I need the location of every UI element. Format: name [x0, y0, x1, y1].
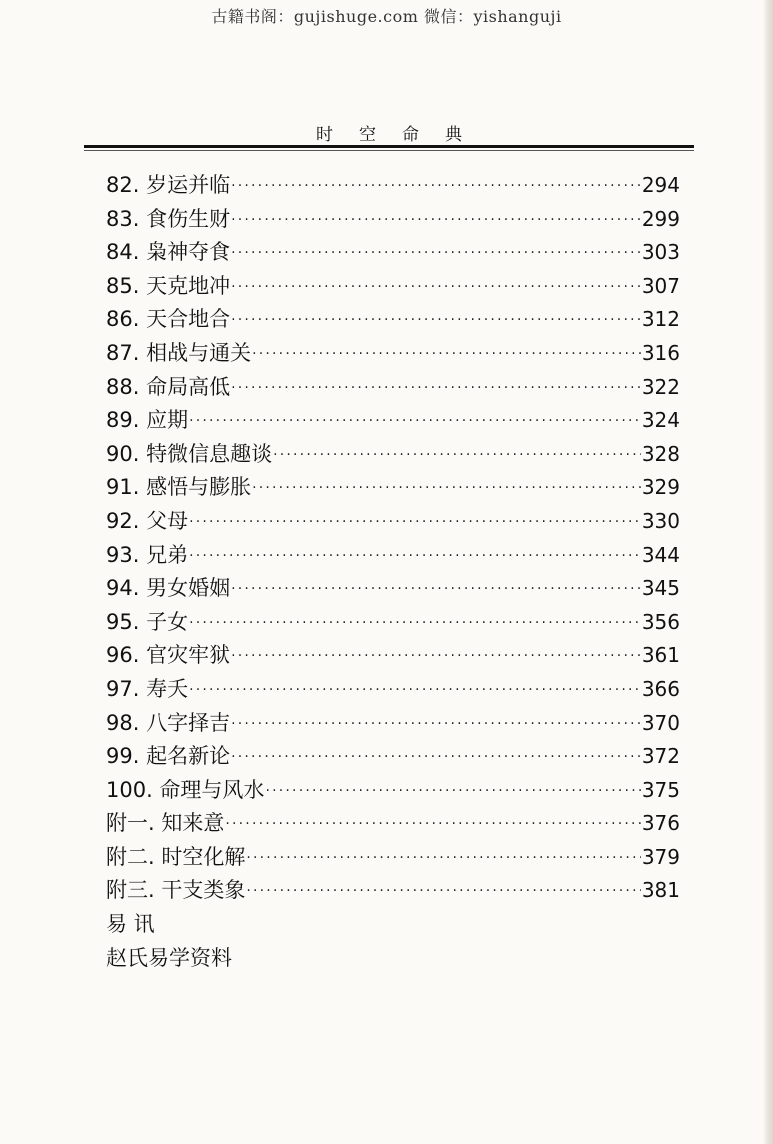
toc-dot-leader — [189, 506, 641, 540]
toc-entry-title: 86. 天合地合 — [106, 307, 231, 332]
toc-entry — [106, 874, 680, 908]
toc-entry — [106, 169, 680, 203]
toc-entry — [106, 639, 680, 673]
toc-entry-title: 92. 父母 — [106, 508, 189, 533]
toc-entry-title: 91. 感悟与膨胀 — [106, 475, 252, 500]
toc-entry-page: 330 — [641, 508, 680, 533]
running-head: 时空命典 — [316, 125, 488, 145]
toc-entry — [106, 740, 680, 774]
toc-entry-title: 100. 命理与风水 — [106, 777, 265, 802]
toc-dot-leader — [231, 741, 641, 775]
toc-dot-leader — [189, 405, 641, 439]
toc-entry-page: 370 — [641, 710, 680, 735]
toc-plain-entry: 易 讯 — [106, 912, 155, 937]
toc-entry-page: 329 — [641, 475, 680, 500]
toc-dot-leader — [252, 472, 641, 506]
toc-entry-title: 附三. 干支类象 — [106, 878, 246, 903]
toc-entry — [106, 673, 680, 707]
toc-entry — [106, 774, 680, 808]
toc-entry — [106, 303, 680, 337]
toc-entry-title: 附一. 知来意 — [106, 811, 225, 836]
toc-entry-page: 316 — [641, 340, 680, 365]
toc-entry-page: 376 — [641, 811, 680, 836]
toc-dot-leader — [189, 674, 641, 708]
toc-entry — [106, 807, 680, 841]
toc-dot-leader — [231, 304, 641, 338]
toc-entry-title: 95. 子女 — [106, 609, 189, 634]
toc-dot-leader — [231, 237, 641, 271]
toc-entry-page: 303 — [641, 240, 680, 265]
toc-entry-title: 84. 枭神夺食 — [106, 240, 231, 265]
toc-entry-title: 83. 食伤生财 — [106, 206, 231, 231]
site-watermark: 古籍书阁：gujishuge.com 微信：yishanguji — [211, 7, 562, 26]
header-rule-thin — [84, 150, 694, 151]
toc-entry-title: 附二. 时空化解 — [106, 844, 246, 869]
toc-entry-page: 366 — [641, 676, 680, 701]
toc-entry-page: 324 — [641, 408, 680, 433]
toc-entry — [106, 371, 680, 405]
toc-entry — [106, 337, 680, 371]
toc-entry-page: 381 — [641, 878, 680, 903]
toc-dot-leader — [231, 372, 641, 406]
toc-dot-leader — [231, 170, 641, 204]
toc-entry-page: 372 — [641, 744, 680, 769]
toc-entry — [106, 236, 680, 270]
toc-dot-leader — [265, 775, 640, 809]
toc-entry-page: 312 — [641, 307, 680, 332]
toc-dot-leader — [246, 842, 640, 876]
toc-entry-title: 90. 特微信息趣谈 — [106, 441, 273, 466]
toc-entry-page: 375 — [641, 777, 680, 802]
toc-entry-title: 88. 命局高低 — [106, 374, 231, 399]
toc-entry — [106, 505, 680, 539]
toc-entry-page: 379 — [641, 844, 680, 869]
table-of-contents — [106, 169, 680, 975]
toc-entry-title: 94. 男女婚姻 — [106, 576, 231, 601]
toc-dot-leader — [189, 540, 641, 574]
toc-entry — [106, 471, 680, 505]
toc-entry — [106, 404, 680, 438]
toc-plain-entries — [106, 908, 680, 975]
toc-entry — [106, 270, 680, 304]
toc-entry-title: 85. 天克地冲 — [106, 273, 231, 298]
toc-dot-leader — [231, 708, 641, 742]
toc-dot-leader — [231, 204, 641, 238]
toc-entry-page: 344 — [641, 542, 680, 567]
toc-dot-leader — [231, 640, 641, 674]
toc-entry-page: 356 — [641, 609, 680, 634]
toc-entry — [106, 707, 680, 741]
toc-entry — [106, 606, 680, 640]
toc-dot-leader — [246, 875, 640, 909]
toc-entry-title: 98. 八字择吉 — [106, 710, 231, 735]
toc-dot-leader — [273, 439, 641, 473]
toc-entry-page: 322 — [641, 374, 680, 399]
toc-entry-title: 96. 官灾牢狱 — [106, 643, 231, 668]
toc-entry — [106, 841, 680, 875]
toc-dot-leader — [225, 808, 640, 842]
toc-entry-page: 345 — [641, 576, 680, 601]
toc-entry — [106, 572, 680, 606]
toc-dot-leader — [252, 338, 641, 372]
toc-entry-page: 294 — [641, 173, 680, 197]
toc-entries — [106, 169, 680, 908]
toc-entry-title: 82. 岁运并临 — [106, 173, 231, 197]
toc-entry — [106, 539, 680, 573]
toc-entry-title: 93. 兄弟 — [106, 542, 189, 567]
toc-entry-page: 328 — [641, 441, 680, 466]
toc-entry-page: 307 — [641, 273, 680, 298]
toc-entry-page: 299 — [641, 206, 680, 231]
toc-entry-title: 99. 起名新论 — [106, 744, 231, 769]
page-edge-shadow — [763, 0, 773, 1144]
toc-entry-page: 361 — [641, 643, 680, 668]
toc-entry-title: 97. 寿夭 — [106, 676, 189, 701]
toc-entry — [106, 203, 680, 237]
toc-dot-leader — [189, 607, 641, 641]
toc-dot-leader — [231, 573, 641, 607]
header-rule — [84, 145, 694, 148]
toc-entry — [106, 438, 680, 472]
toc-entry-title: 87. 相战与通关 — [106, 340, 252, 365]
toc-plain-entry: 赵氏易学资料 — [106, 945, 232, 970]
toc-entry-title: 89. 应期 — [106, 408, 189, 433]
toc-dot-leader — [231, 271, 641, 305]
